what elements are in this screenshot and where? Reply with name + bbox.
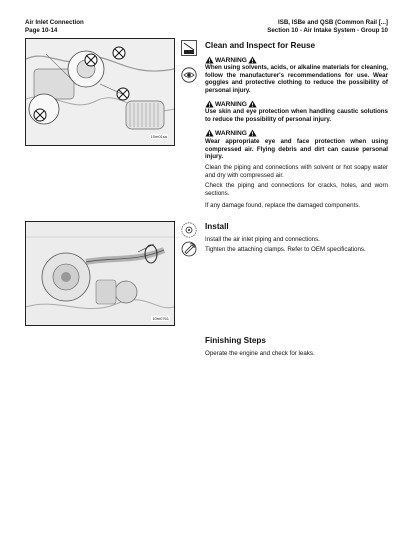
- warning-label: [205, 129, 388, 137]
- replace-paragraph: If any damage found, replace the damaged components.: [205, 202, 361, 209]
- header-page-number: Page 10-14: [25, 26, 58, 34]
- warning-triangle-icon: [205, 100, 214, 108]
- warning-text: Use skin and eye protection when handling caustic solutions to reduce the possibility of personal injury.: [205, 108, 388, 123]
- section-heading-install: Install: [205, 222, 229, 231]
- warning-triangle-icon: [248, 100, 257, 108]
- cleaning-bucket-icon: [181, 40, 197, 56]
- warning-label-text: WARNING: [215, 56, 247, 64]
- warning-text: Wear appropriate eye and face protection when using compressed air. Flying debris and dirt can cause personal injury.: [205, 138, 388, 160]
- warning-triangle-icon: [205, 56, 214, 64]
- figure-code: 10m0761: [152, 316, 169, 321]
- install-paragraph: Install the air inlet piping and connections.: [205, 236, 320, 243]
- header-left-title: Air Inlet Connection: [25, 19, 84, 26]
- install-illustration: [26, 222, 174, 325]
- header-right-title: ISB, ISBe and QSB (Common Rail [...]: [277, 19, 388, 26]
- header-right: [267, 19, 388, 34]
- warning-label-text: WARNING: [215, 100, 247, 108]
- check-paragraph: Check the piping and connections for cracks, holes, and worn sections.: [205, 182, 388, 197]
- warning-triangle-icon: [248, 129, 257, 137]
- reject-symbol-icon: [85, 54, 97, 66]
- install-figure: [25, 221, 175, 326]
- section-heading-clean: Clean and Inspect for Reuse: [205, 41, 316, 50]
- warning-label-text: WARNING: [215, 129, 247, 137]
- section-heading-finishing: Finishing Steps: [205, 336, 266, 345]
- warning-triangle-icon: [205, 129, 214, 137]
- header-section: Section 10 - Air Intake System - Group 10: [267, 26, 388, 34]
- warning-label: [205, 100, 388, 108]
- warning-label: [205, 56, 388, 64]
- wrench-icon: [181, 222, 197, 238]
- eye-protection-icon: [181, 67, 197, 83]
- inspection-figure: [25, 38, 175, 146]
- clamp-tighten-icon: [181, 241, 197, 257]
- header-left: [25, 19, 84, 34]
- tighten-paragraph: Tighten the attaching clamps. Refer to OEM specifications.: [205, 246, 366, 253]
- figure-code: 10m01sa: [150, 134, 167, 139]
- warning-triangle-icon: [248, 56, 257, 64]
- clean-paragraph: Clean the piping and connections with solvent or hot soapy water and dry with compressed air.: [205, 164, 388, 179]
- inspection-illustration: [26, 39, 174, 145]
- finishing-paragraph: Operate the engine and check for leaks.: [205, 350, 315, 357]
- warning-text: When using solvents, acids, or alkaline materials for cleaning, follow the manufacturer's recommendations for use. Wear goggles and protective clothing to reduce the possibility of personal injury.: [205, 64, 388, 94]
